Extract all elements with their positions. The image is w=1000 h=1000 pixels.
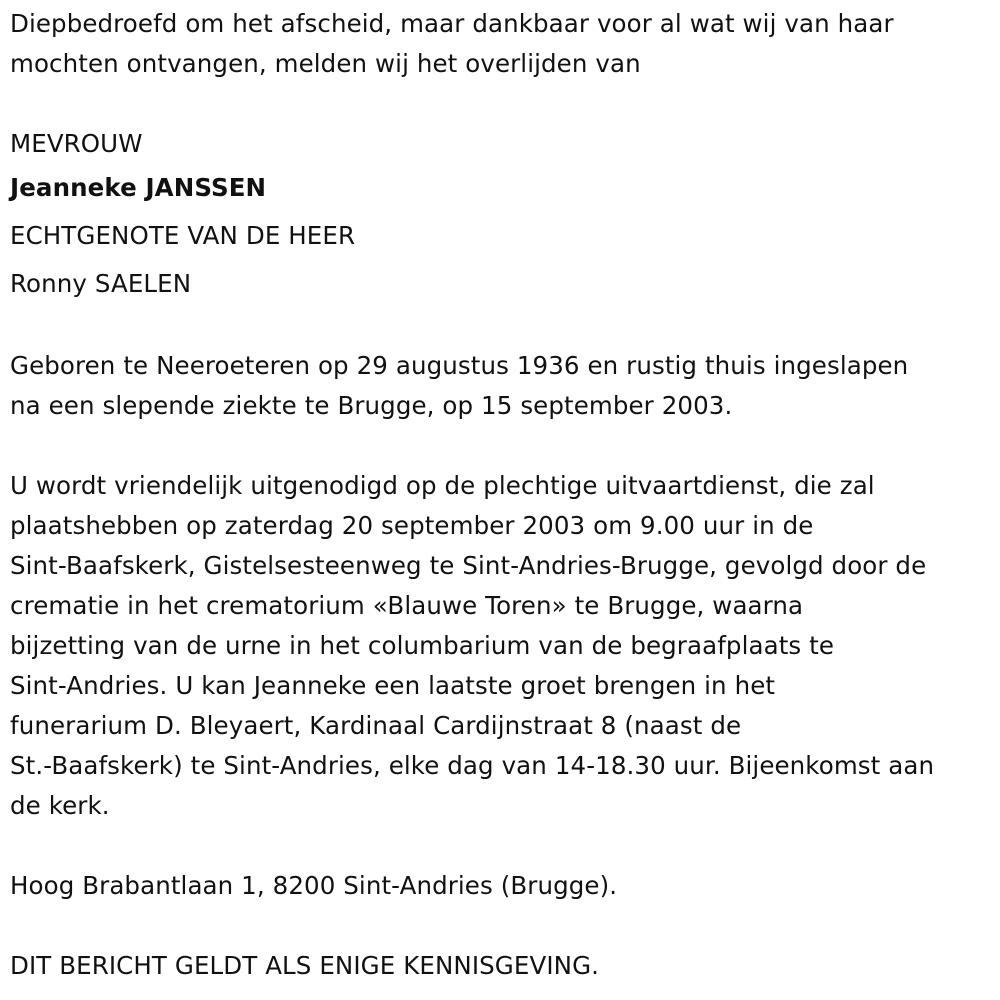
service-line: funerarium D. Bleyaert, Kardinaal Cardijnstraat 8 (naast de (10, 711, 742, 740)
birth-death-line: na een slepende ziekte te Brugge, op 15 september 2003. (10, 391, 733, 420)
obituary-notice (10, 4, 995, 986)
service-line: U wordt vriendelijk uitgenodigd op de plechtige uitvaartdienst, die zal (10, 471, 875, 500)
home-address: Hoog Brabantlaan 1, 8200 Sint-Andries (Brugge). (10, 871, 618, 900)
spouse-name: Ronny SAELEN (10, 269, 192, 298)
service-line: bijzetting van de urne in het columbarium van de begraafplaats te (10, 631, 835, 660)
spouse-label: ECHTGENOTE VAN DE HEER (10, 221, 356, 250)
service-line: de kerk. (10, 791, 110, 820)
service-line: St.-Baafskerk) te Sint-Andries, elke dag van 14-18.30 uur. Bijeenkomst aan (10, 751, 935, 780)
deceased-name: Jeanneke JANSSEN (10, 173, 267, 202)
intro-line: mochten ontvangen, melden wij het overlijden van (10, 49, 641, 78)
funeral-service-paragraph (10, 466, 995, 826)
service-line: Sint-Baafskerk, Gistelsesteenweg te Sint-Andries-Brugge, gevolgd door de (10, 551, 927, 580)
service-line: plaatshebben op zaterdag 20 september 2003 om 9.00 uur in de (10, 511, 814, 540)
birth-death-line: Geboren te Neeroeteren op 29 augustus 1936 en rustig thuis ingeslapen (10, 351, 909, 380)
service-line: crematie in het crematorium «Blauwe Toren» te Brugge, waarna (10, 591, 804, 620)
honorific-title: MEVROUW (10, 129, 143, 158)
closing-statement: DIT BERICHT GELDT ALS ENIGE KENNISGEVING. (10, 951, 600, 980)
intro-line: Diepbedroefd om het afscheid, maar dankbaar voor al wat wij van haar (10, 9, 894, 38)
service-line: Sint-Andries. U kan Jeanneke een laatste groet brengen in het (10, 671, 776, 700)
